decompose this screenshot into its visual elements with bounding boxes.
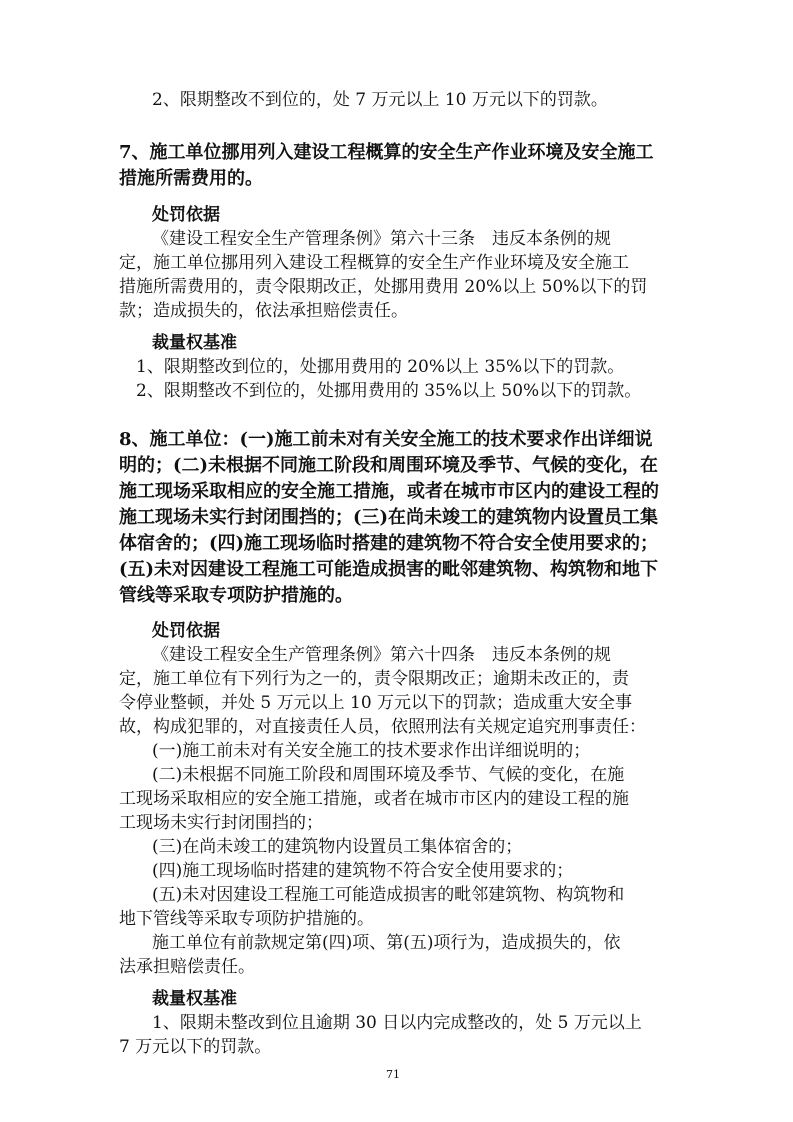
section-7-heading-line-1: 7、施工单位挪用列入建设工程概算的安全生产作业环境及安全施工 (119, 142, 654, 163)
section-8-heading-line-7: 管线等采取专项防护措施的。 (119, 585, 353, 606)
discretion-standard-heading: 裁量权基准 (152, 333, 237, 353)
discretion-item-1: 1、限期未整改到位且逾期 30 日以内完成整改的，处 5 万元以上 (152, 1013, 642, 1033)
body-text-line: 法承担赔偿责任。 (119, 957, 255, 977)
discretion-item-2: 2、限期整改不到位的，处挪用费用的 35%以上 50%以下的罚款。 (136, 381, 642, 401)
section-8-heading-line-2: 明的；(二)未根据不同施工阶段和周围环境及季节、气候的变化，在 (119, 455, 659, 476)
body-text-line: 令停业整顿，并处 5 万元以上 10 万元以下的罚款；造成重大安全事 (119, 693, 633, 713)
discretion-standard-heading: 裁量权基准 (152, 989, 237, 1009)
body-text-line: 定，施工单位有下列行为之一的，责令限期改正；逾期未改正的，责 (119, 669, 629, 689)
body-text-line: 措施所需费用的，责令限期改正，处挪用费用 20%以上 50%以下的罚 (119, 277, 648, 297)
body-text-line: 工现场采取相应的安全施工措施，或者在城市市区内的建设工程的施 (119, 789, 629, 809)
section-8-heading-line-1: 8、施工单位：(一)施工前未对有关安全施工的技术要求作出详细说 (119, 429, 653, 450)
section-8-heading-line-5: 体宿舍的；(四)施工现场临时搭建的建筑物不符合安全使用要求的； (119, 533, 659, 554)
body-text-line: 故，构成犯罪的，对直接责任人员，依照刑法有关规定追究刑事责任： (119, 717, 646, 737)
body-text-line: 7 万元以下的罚款。 (119, 1037, 272, 1057)
clause-item-4: (四)施工现场临时搭建的建筑物不符合安全使用要求的； (152, 861, 574, 881)
clause-item-3: (三)在尚未竣工的建筑物内设置员工集体宿舍的； (152, 837, 523, 857)
clause-item-1: (一)施工前未对有关安全施工的技术要求作出详细说明的； (152, 741, 591, 761)
page-number: 71 (386, 1068, 400, 1081)
clause-item-5: (五)未对因建设工程施工可能造成损害的毗邻建筑物、构筑物和 (152, 885, 625, 905)
body-text-line: 定，施工单位挪用列入建设工程概算的安全生产作业环境及安全施工 (119, 253, 629, 273)
body-text-line: 款；造成损失的，依法承担赔偿责任。 (119, 301, 408, 321)
body-text-line: 《建设工程安全生产管理条例》第六十三条 违反本条例的规 (152, 229, 611, 249)
section-8-heading-line-6: (五)未对因建设工程施工可能造成损害的毗邻建筑物、构筑物和地下 (119, 559, 659, 580)
body-text-line: 施工单位有前款规定第(四)项、第(五)项行为，造成损失的，依 (152, 933, 621, 953)
discretion-item-1: 1、限期整改到位的，处挪用费用的 20%以上 35%以下的罚款。 (136, 357, 625, 377)
body-text-line: 地下管线等采取专项防护措施的。 (119, 909, 374, 929)
penalty-basis-heading: 处罚依据 (152, 205, 220, 225)
body-text-line: 《建设工程安全生产管理条例》第六十四条 违反本条例的规 (152, 645, 611, 665)
penalty-basis-heading: 处罚依据 (152, 621, 220, 641)
section-8-heading-line-3: 施工现场采取相应的安全施工措施，或者在城市市区内的建设工程的 (119, 481, 659, 502)
section-8-heading-line-4: 施工现场未实行封闭围挡的；(三)在尚未竣工的建筑物内设置员工集 (119, 507, 659, 528)
penalty-item-2: 2、限期整改不到位的，处 7 万元以上 10 万元以下的罚款。 (152, 90, 608, 110)
clause-item-2: (二)未根据不同施工阶段和周围环境及季节、气候的变化，在施 (152, 765, 625, 785)
body-text-line: 工现场未实行封闭围挡的； (119, 813, 323, 833)
section-7-heading-line-2: 措施所需费用的。 (119, 168, 263, 189)
